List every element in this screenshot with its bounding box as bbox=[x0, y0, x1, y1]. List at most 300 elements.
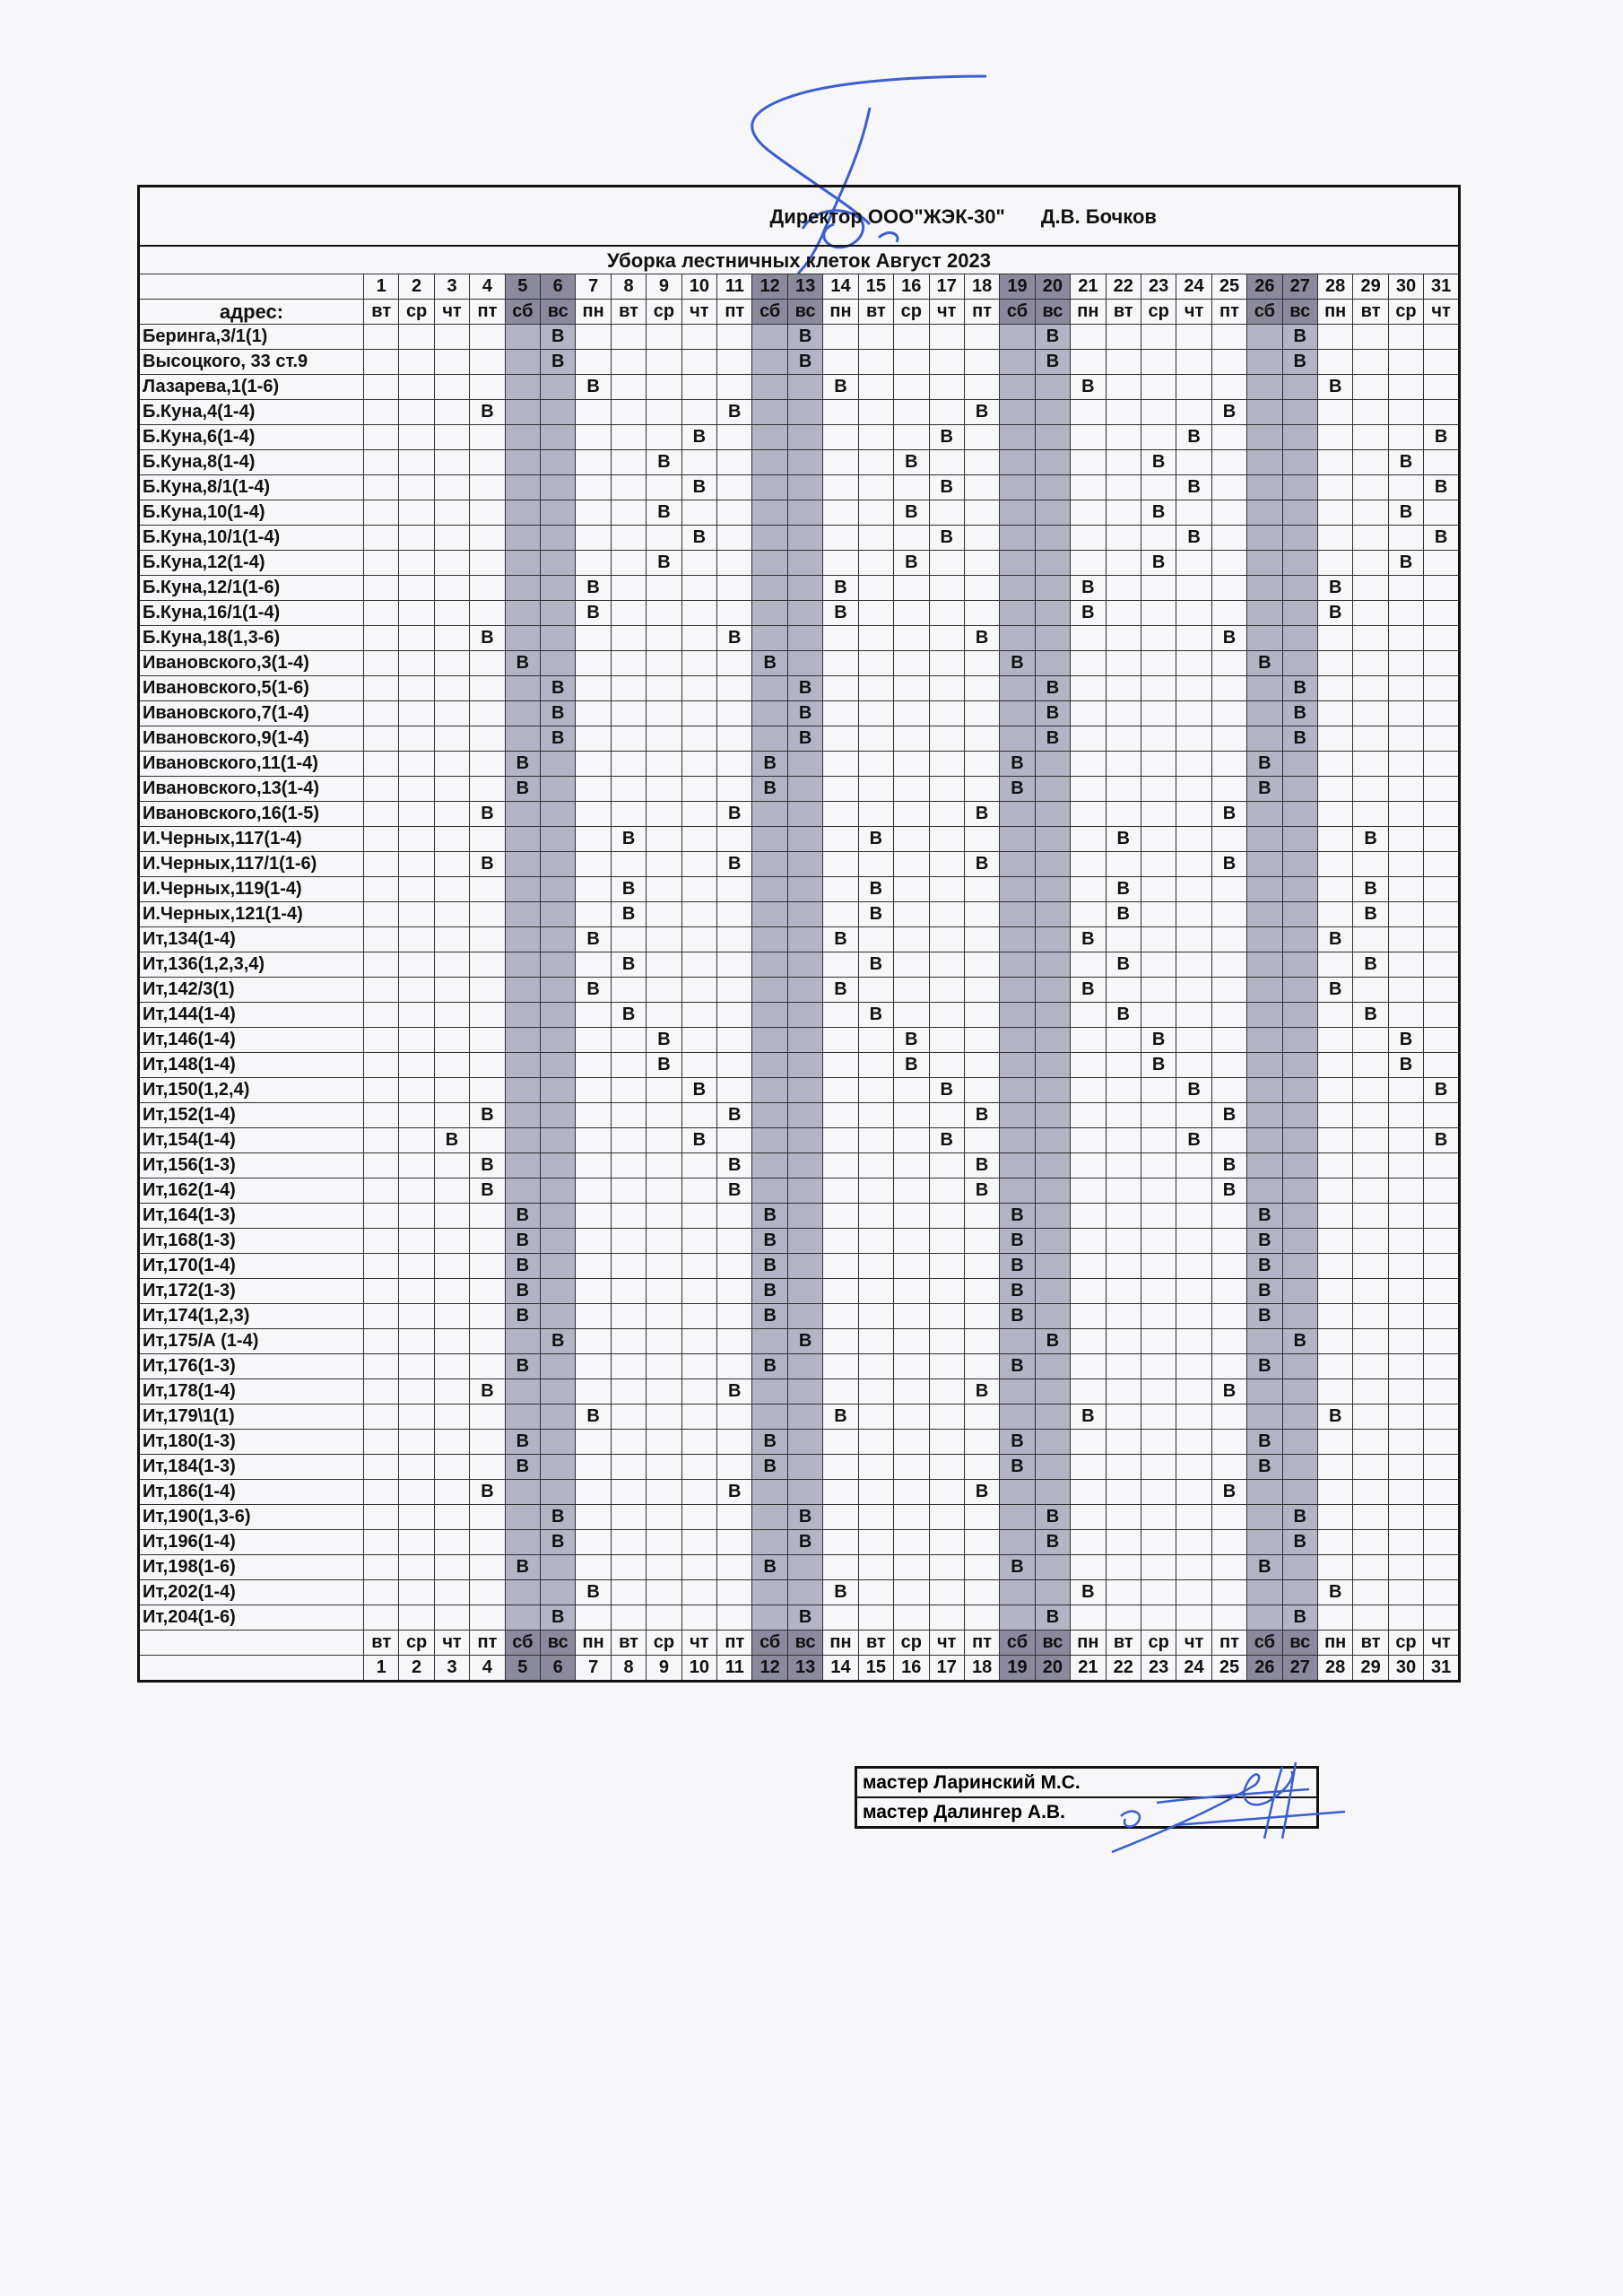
empty-cell bbox=[717, 1078, 752, 1103]
empty-cell bbox=[470, 1003, 505, 1028]
table-row bbox=[139, 1505, 1460, 1530]
empty-cell bbox=[1000, 1480, 1035, 1505]
empty-cell bbox=[752, 1505, 787, 1530]
empty-cell bbox=[470, 1405, 505, 1430]
empty-cell bbox=[1353, 1354, 1388, 1379]
cleaning-mark: В bbox=[964, 1480, 999, 1505]
empty-cell bbox=[1071, 1128, 1106, 1153]
empty-cell bbox=[1071, 752, 1106, 777]
empty-cell bbox=[681, 1605, 716, 1631]
empty-cell bbox=[1317, 827, 1352, 852]
empty-cell bbox=[1106, 1605, 1141, 1631]
empty-cell bbox=[1106, 425, 1141, 450]
empty-cell bbox=[434, 676, 469, 701]
empty-cell bbox=[1388, 777, 1423, 802]
empty-cell bbox=[1141, 1505, 1176, 1530]
empty-cell bbox=[1211, 1128, 1246, 1153]
weekday-label: вс bbox=[541, 300, 576, 325]
empty-cell bbox=[1071, 1605, 1106, 1631]
empty-cell bbox=[1211, 777, 1246, 802]
empty-cell bbox=[787, 1153, 822, 1178]
empty-cell bbox=[576, 1053, 611, 1078]
empty-cell bbox=[364, 827, 399, 852]
table-row bbox=[139, 802, 1460, 827]
empty-cell bbox=[929, 1053, 964, 1078]
empty-cell bbox=[858, 802, 893, 827]
address-cell: Лазарева,1(1-6) bbox=[139, 375, 364, 400]
cleaning-mark: В bbox=[1000, 1455, 1035, 1480]
empty-cell bbox=[1141, 927, 1176, 952]
empty-cell bbox=[717, 325, 752, 350]
empty-cell bbox=[681, 1555, 716, 1580]
table-row bbox=[139, 952, 1460, 978]
empty-cell bbox=[1071, 726, 1106, 752]
empty-cell bbox=[1211, 1229, 1246, 1254]
empty-cell bbox=[541, 500, 576, 526]
empty-cell bbox=[470, 752, 505, 777]
empty-cell bbox=[787, 1480, 822, 1505]
empty-cell bbox=[1106, 752, 1141, 777]
empty-cell bbox=[1106, 1178, 1141, 1204]
empty-cell bbox=[1388, 1555, 1423, 1580]
empty-cell bbox=[505, 877, 540, 902]
empty-cell bbox=[1000, 927, 1035, 952]
empty-cell bbox=[1424, 375, 1460, 400]
table-row bbox=[139, 777, 1460, 802]
empty-cell bbox=[1424, 450, 1460, 475]
empty-cell bbox=[399, 325, 434, 350]
empty-cell bbox=[964, 1254, 999, 1279]
empty-cell bbox=[364, 1204, 399, 1229]
empty-cell bbox=[1106, 726, 1141, 752]
day-number: 4 bbox=[470, 274, 505, 300]
weekday-label: ср bbox=[647, 1631, 681, 1656]
empty-cell bbox=[1211, 500, 1246, 526]
empty-cell bbox=[1071, 475, 1106, 500]
address-cell: Ивановского,13(1-4) bbox=[139, 777, 364, 802]
empty-cell bbox=[1317, 1153, 1352, 1178]
empty-cell bbox=[823, 877, 858, 902]
weekday-label: чт bbox=[434, 1631, 469, 1656]
empty-cell bbox=[434, 927, 469, 952]
empty-cell bbox=[717, 1605, 752, 1631]
empty-cell bbox=[1035, 1103, 1070, 1128]
empty-cell bbox=[541, 450, 576, 475]
empty-cell bbox=[1282, 827, 1317, 852]
empty-cell bbox=[717, 350, 752, 375]
empty-cell bbox=[1176, 927, 1211, 952]
table-row bbox=[139, 1480, 1460, 1505]
empty-cell bbox=[1247, 1053, 1282, 1078]
cleaning-mark: В bbox=[1071, 601, 1106, 626]
empty-cell bbox=[541, 1053, 576, 1078]
empty-cell bbox=[647, 952, 681, 978]
empty-cell bbox=[717, 1455, 752, 1480]
address-cell: Ит,142/3(1) bbox=[139, 978, 364, 1003]
empty-cell bbox=[1424, 350, 1460, 375]
empty-cell bbox=[717, 1430, 752, 1455]
empty-cell bbox=[505, 701, 540, 726]
empty-cell bbox=[541, 902, 576, 927]
empty-cell bbox=[964, 1580, 999, 1605]
empty-cell bbox=[470, 978, 505, 1003]
empty-cell bbox=[434, 1153, 469, 1178]
table-row bbox=[139, 325, 1460, 350]
empty-cell bbox=[964, 651, 999, 676]
cleaning-mark: В bbox=[1000, 1279, 1035, 1304]
empty-cell bbox=[1141, 1003, 1176, 1028]
empty-cell bbox=[1141, 1229, 1176, 1254]
empty-cell bbox=[470, 701, 505, 726]
cleaning-mark: В bbox=[964, 626, 999, 651]
empty-cell bbox=[894, 1505, 929, 1530]
empty-cell bbox=[1317, 1329, 1352, 1354]
empty-cell bbox=[823, 701, 858, 726]
empty-cell bbox=[823, 1128, 858, 1153]
empty-cell bbox=[717, 551, 752, 576]
empty-cell bbox=[1176, 676, 1211, 701]
cleaning-mark: В bbox=[1282, 325, 1317, 350]
empty-cell bbox=[541, 752, 576, 777]
empty-cell bbox=[470, 1028, 505, 1053]
empty-cell bbox=[681, 777, 716, 802]
empty-cell bbox=[1282, 450, 1317, 475]
empty-cell bbox=[611, 526, 646, 551]
address-cell: Ивановского,7(1-4) bbox=[139, 701, 364, 726]
cleaning-mark: В bbox=[611, 1003, 646, 1028]
cleaning-mark: В bbox=[1282, 701, 1317, 726]
empty-cell bbox=[611, 1229, 646, 1254]
table-row bbox=[139, 852, 1460, 877]
empty-cell bbox=[505, 1605, 540, 1631]
empty-cell bbox=[752, 802, 787, 827]
empty-cell bbox=[647, 1354, 681, 1379]
empty-cell bbox=[399, 902, 434, 927]
empty-cell bbox=[929, 1204, 964, 1229]
empty-cell bbox=[541, 1178, 576, 1204]
empty-cell bbox=[752, 1128, 787, 1153]
cleaning-mark: В bbox=[541, 1505, 576, 1530]
address-cell: Ит,152(1-4) bbox=[139, 1103, 364, 1128]
empty-cell bbox=[434, 1505, 469, 1530]
empty-cell bbox=[1000, 425, 1035, 450]
empty-cell bbox=[576, 952, 611, 978]
empty-cell bbox=[964, 978, 999, 1003]
empty-cell bbox=[1071, 676, 1106, 701]
cleaning-mark: В bbox=[1000, 777, 1035, 802]
empty-cell bbox=[1141, 902, 1176, 927]
empty-cell bbox=[752, 1153, 787, 1178]
empty-cell bbox=[681, 827, 716, 852]
empty-cell bbox=[1211, 676, 1246, 701]
empty-cell bbox=[717, 1304, 752, 1329]
cleaning-mark: В bbox=[1141, 450, 1176, 475]
empty-cell bbox=[611, 500, 646, 526]
empty-cell bbox=[434, 902, 469, 927]
empty-cell bbox=[505, 1329, 540, 1354]
master-1: мастер Ларинский М.С. bbox=[857, 1769, 1316, 1798]
empty-cell bbox=[1282, 1279, 1317, 1304]
schedule-table bbox=[137, 185, 1461, 1683]
empty-cell bbox=[399, 1555, 434, 1580]
empty-cell bbox=[1071, 450, 1106, 475]
empty-cell bbox=[752, 350, 787, 375]
empty-cell bbox=[717, 877, 752, 902]
empty-cell bbox=[964, 752, 999, 777]
empty-cell bbox=[364, 1354, 399, 1379]
empty-cell bbox=[399, 1430, 434, 1455]
cleaning-mark: В bbox=[1106, 1003, 1141, 1028]
empty-cell bbox=[541, 852, 576, 877]
cleaning-mark: В bbox=[1388, 500, 1423, 526]
empty-cell bbox=[576, 1003, 611, 1028]
empty-cell bbox=[611, 1053, 646, 1078]
empty-cell bbox=[1035, 450, 1070, 475]
empty-cell bbox=[1353, 1103, 1388, 1128]
cleaning-mark: В bbox=[1000, 1204, 1035, 1229]
empty-cell bbox=[1035, 1028, 1070, 1053]
empty-cell bbox=[1282, 1128, 1317, 1153]
empty-cell bbox=[1035, 1279, 1070, 1304]
empty-cell bbox=[929, 350, 964, 375]
empty-cell bbox=[1317, 676, 1352, 701]
empty-cell bbox=[823, 400, 858, 425]
weekday-label: сб bbox=[1247, 300, 1282, 325]
empty-cell bbox=[611, 1480, 646, 1505]
empty-cell bbox=[1106, 551, 1141, 576]
cleaning-mark: В bbox=[858, 952, 893, 978]
cleaning-mark: В bbox=[1247, 651, 1282, 676]
address-cell: Беринга,3/1(1) bbox=[139, 325, 364, 350]
empty-cell bbox=[1176, 651, 1211, 676]
empty-cell bbox=[399, 852, 434, 877]
empty-cell bbox=[576, 350, 611, 375]
cleaning-mark: В bbox=[505, 1304, 540, 1329]
empty-cell bbox=[929, 752, 964, 777]
empty-cell bbox=[364, 1229, 399, 1254]
empty-cell bbox=[787, 927, 822, 952]
day-number: 2 bbox=[399, 274, 434, 300]
empty-cell bbox=[858, 1505, 893, 1530]
cleaning-mark: В bbox=[752, 777, 787, 802]
empty-cell bbox=[787, 1003, 822, 1028]
empty-cell bbox=[929, 651, 964, 676]
table-row bbox=[139, 1430, 1460, 1455]
empty-cell bbox=[1035, 952, 1070, 978]
empty-cell bbox=[611, 802, 646, 827]
empty-cell bbox=[541, 1555, 576, 1580]
empty-cell bbox=[858, 676, 893, 701]
empty-cell bbox=[1071, 1530, 1106, 1555]
empty-cell bbox=[505, 1128, 540, 1153]
empty-cell bbox=[1141, 1254, 1176, 1279]
empty-cell bbox=[1282, 425, 1317, 450]
cleaning-mark: В bbox=[894, 500, 929, 526]
empty-cell bbox=[1211, 450, 1246, 475]
empty-cell bbox=[470, 526, 505, 551]
empty-cell bbox=[505, 526, 540, 551]
empty-cell bbox=[1388, 1405, 1423, 1430]
empty-cell bbox=[1176, 827, 1211, 852]
cleaning-mark: В bbox=[1035, 726, 1070, 752]
address-cell: И.Черных,117(1-4) bbox=[139, 827, 364, 852]
day-number: 9 bbox=[647, 274, 681, 300]
empty-cell bbox=[1317, 1028, 1352, 1053]
weekday-label: чт bbox=[681, 1631, 716, 1656]
empty-cell bbox=[541, 400, 576, 425]
empty-cell bbox=[470, 1304, 505, 1329]
empty-cell bbox=[434, 777, 469, 802]
cleaning-mark: В bbox=[505, 777, 540, 802]
cleaning-mark: В bbox=[681, 1128, 716, 1153]
empty-cell bbox=[434, 827, 469, 852]
cleaning-mark: В bbox=[1035, 701, 1070, 726]
empty-cell bbox=[1106, 1279, 1141, 1304]
empty-cell bbox=[364, 1103, 399, 1128]
empty-cell bbox=[1071, 877, 1106, 902]
empty-cell bbox=[823, 475, 858, 500]
cleaning-mark: В bbox=[541, 676, 576, 701]
empty-cell bbox=[1176, 1430, 1211, 1455]
empty-cell bbox=[611, 1354, 646, 1379]
address-cell: Б.Куна,12(1-4) bbox=[139, 551, 364, 576]
empty-cell bbox=[787, 877, 822, 902]
empty-cell bbox=[752, 852, 787, 877]
empty-cell bbox=[1388, 1530, 1423, 1555]
cleaning-mark: В bbox=[576, 927, 611, 952]
empty-cell bbox=[576, 1028, 611, 1053]
address-cell: Высоцкого, 33 ст.9 bbox=[139, 350, 364, 375]
weekday-label: вт bbox=[364, 1631, 399, 1656]
empty-cell bbox=[894, 1153, 929, 1178]
empty-cell bbox=[681, 952, 716, 978]
empty-cell bbox=[894, 350, 929, 375]
empty-cell bbox=[541, 777, 576, 802]
cleaning-mark: В bbox=[1388, 1028, 1423, 1053]
empty-cell bbox=[470, 1354, 505, 1379]
empty-cell bbox=[1388, 1178, 1423, 1204]
empty-cell bbox=[1353, 1153, 1388, 1178]
empty-cell bbox=[681, 927, 716, 952]
empty-cell bbox=[1282, 1153, 1317, 1178]
empty-cell bbox=[364, 927, 399, 952]
empty-cell bbox=[1176, 375, 1211, 400]
empty-cell bbox=[858, 1580, 893, 1605]
empty-cell bbox=[647, 1455, 681, 1480]
empty-cell bbox=[823, 1254, 858, 1279]
day-number: 31 bbox=[1424, 274, 1460, 300]
empty-cell bbox=[470, 1254, 505, 1279]
empty-cell bbox=[1035, 1405, 1070, 1430]
weekday-label: ср bbox=[399, 300, 434, 325]
empty-cell bbox=[1247, 1153, 1282, 1178]
empty-cell bbox=[470, 1430, 505, 1455]
cleaning-mark: В bbox=[1211, 1153, 1246, 1178]
empty-cell bbox=[1035, 1580, 1070, 1605]
empty-cell bbox=[1353, 1530, 1388, 1555]
empty-cell bbox=[858, 1430, 893, 1455]
empty-cell bbox=[364, 526, 399, 551]
empty-cell bbox=[434, 1354, 469, 1379]
empty-cell bbox=[1000, 450, 1035, 475]
empty-cell bbox=[1247, 802, 1282, 827]
weekday-label: пн bbox=[576, 300, 611, 325]
empty-cell bbox=[1176, 1405, 1211, 1430]
address-cell: Ит,180(1-3) bbox=[139, 1430, 364, 1455]
cleaning-mark: В bbox=[1176, 1128, 1211, 1153]
empty-cell bbox=[1282, 500, 1317, 526]
empty-cell bbox=[434, 1405, 469, 1430]
empty-cell bbox=[576, 1480, 611, 1505]
empty-cell bbox=[1247, 1580, 1282, 1605]
empty-cell bbox=[1353, 701, 1388, 726]
empty-cell bbox=[541, 802, 576, 827]
empty-cell bbox=[823, 777, 858, 802]
cleaning-mark: В bbox=[681, 526, 716, 551]
cleaning-mark: В bbox=[1247, 1304, 1282, 1329]
day-number: 24 bbox=[1176, 1656, 1211, 1682]
empty-cell bbox=[787, 827, 822, 852]
empty-cell bbox=[364, 1028, 399, 1053]
empty-cell bbox=[717, 1053, 752, 1078]
empty-cell bbox=[1353, 325, 1388, 350]
cleaning-mark: В bbox=[647, 1028, 681, 1053]
address-cell: Ит,146(1-4) bbox=[139, 1028, 364, 1053]
cleaning-mark: В bbox=[505, 1229, 540, 1254]
cleaning-mark: В bbox=[1106, 902, 1141, 927]
weekday-label: вт bbox=[1106, 1631, 1141, 1656]
empty-cell bbox=[1106, 1555, 1141, 1580]
blank-cell bbox=[139, 1631, 364, 1656]
empty-cell bbox=[505, 676, 540, 701]
empty-cell bbox=[752, 952, 787, 978]
empty-cell bbox=[1353, 852, 1388, 877]
empty-cell bbox=[470, 1078, 505, 1103]
empty-cell bbox=[1317, 325, 1352, 350]
empty-cell bbox=[964, 1505, 999, 1530]
empty-cell bbox=[1176, 1279, 1211, 1304]
empty-cell bbox=[823, 450, 858, 475]
day-number: 21 bbox=[1071, 274, 1106, 300]
empty-cell bbox=[505, 626, 540, 651]
empty-cell bbox=[717, 1555, 752, 1580]
empty-cell bbox=[576, 500, 611, 526]
empty-cell bbox=[1282, 877, 1317, 902]
empty-cell bbox=[541, 952, 576, 978]
day-number: 4 bbox=[470, 1656, 505, 1682]
empty-cell bbox=[399, 1605, 434, 1631]
empty-cell bbox=[964, 1354, 999, 1379]
cleaning-mark: В bbox=[1071, 978, 1106, 1003]
empty-cell bbox=[964, 726, 999, 752]
empty-cell bbox=[1071, 1028, 1106, 1053]
empty-cell bbox=[1106, 450, 1141, 475]
empty-cell bbox=[787, 802, 822, 827]
cleaning-mark: В bbox=[1388, 450, 1423, 475]
empty-cell bbox=[858, 350, 893, 375]
empty-cell bbox=[858, 1153, 893, 1178]
cleaning-mark: В bbox=[1176, 1078, 1211, 1103]
empty-cell bbox=[1353, 576, 1388, 601]
cleaning-mark: В bbox=[1353, 952, 1388, 978]
empty-cell bbox=[1317, 1379, 1352, 1405]
empty-cell bbox=[1353, 1580, 1388, 1605]
cleaning-mark: В bbox=[1106, 877, 1141, 902]
cleaning-mark: В bbox=[470, 852, 505, 877]
empty-cell bbox=[787, 450, 822, 475]
empty-cell bbox=[1000, 1128, 1035, 1153]
empty-cell bbox=[399, 1128, 434, 1153]
